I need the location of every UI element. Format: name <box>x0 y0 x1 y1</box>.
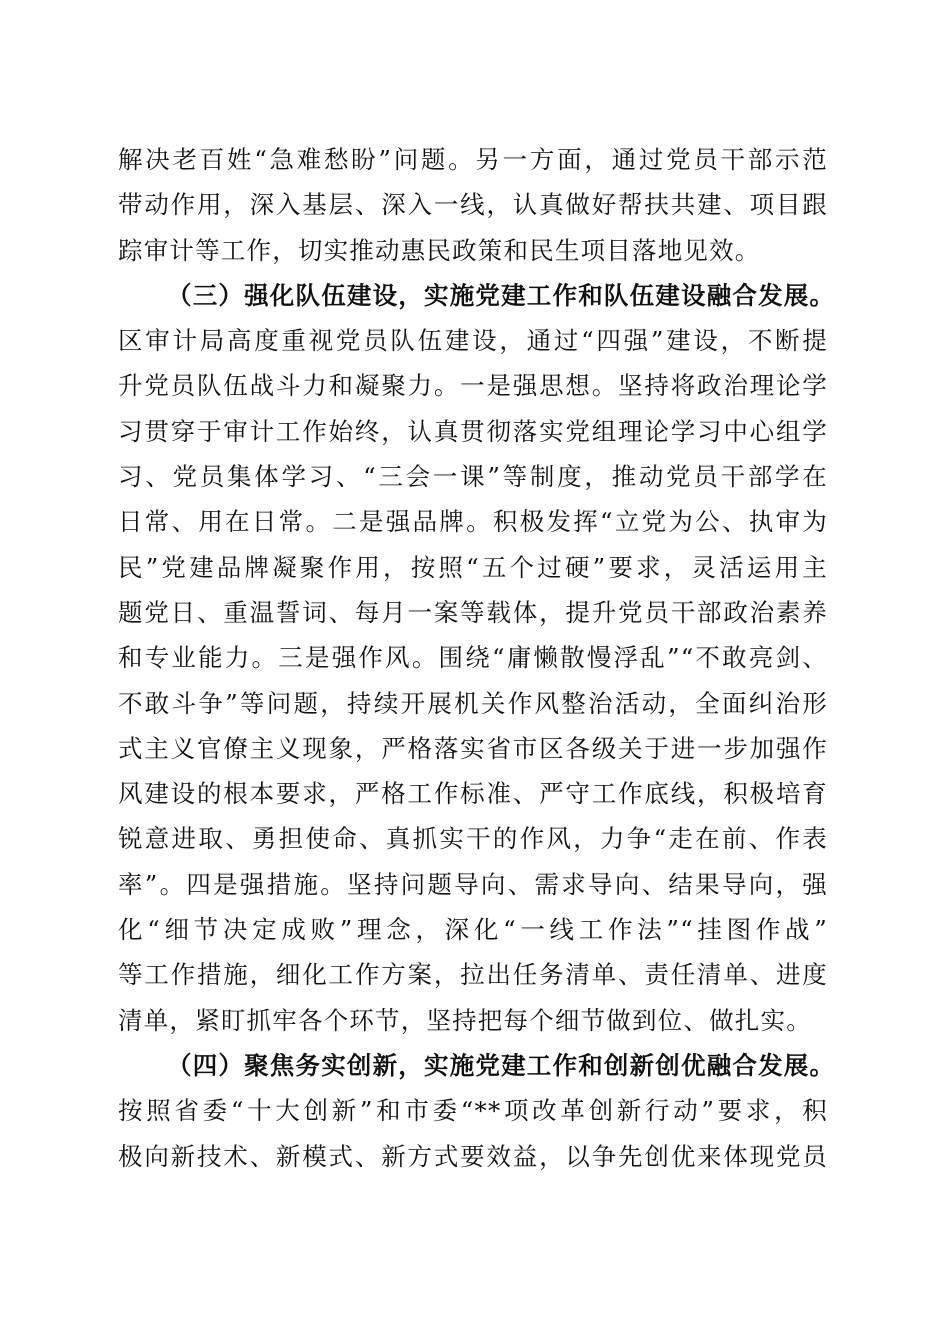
section-heading-4: （四）聚焦务实创新，实施党建工作和创新创优融合发展。 <box>167 1050 836 1080</box>
body-line: 等工作措施，细化工作方案，拉出任务清单、责任清单、进度 <box>118 960 828 990</box>
body-line: 区审计局高度重视党员队伍建设，通过“四强”建设，不断提 <box>118 326 828 356</box>
body-line: 不敢斗争”等问题，持续开展机关作风整治活动，全面纠治形 <box>118 688 828 718</box>
body-line: 锐意进取、勇担使命、真抓实干的作风，力争“走在前、作表 <box>118 824 828 854</box>
body-line: 式主义官僚主义现象，严格落实省市区各级关于进一步加强作 <box>118 733 828 763</box>
body-line: 清单，紧盯抓牢各个环节，坚持把每个细节做到位、做扎实。 <box>118 1005 812 1035</box>
body-line: 风建设的根本要求，严格工作标准、严守工作底线，积极培育 <box>118 779 828 809</box>
body-line: 踪审计等工作，切实推动惠民政策和民生项目落地见效。 <box>118 235 761 265</box>
body-line: 民”党建品牌凝聚作用，按照“五个过硬”要求，灵活运用主 <box>118 552 828 582</box>
body-line: 题党日、重温誓词、每月一案等载体，提升党员干部政治素养 <box>118 597 828 627</box>
body-line: 极向新技术、新模式、新方式要效益，以争先创优来体现党员 <box>118 1141 828 1171</box>
document-body <box>118 137 836 1179</box>
body-line: 升党员队伍战斗力和凝聚力。一是强思想。坚持将政治理论学 <box>118 371 828 401</box>
body-line: 按照省委“十大创新”和市委“**项改革创新行动”要求，积 <box>118 1096 828 1126</box>
body-line: 日常、用在日常。二是强品牌。积极发挥“立党为公、执审为 <box>118 507 828 537</box>
section-heading-3: （三）强化队伍建设，实施党建工作和队伍建设融合发展。 <box>167 280 836 310</box>
body-line: 率”。四是强措施。坚持问题导向、需求导向、结果导向，强 <box>118 869 828 899</box>
body-line: 化“细节决定成败”理念，深化“一线工作法”“挂图作战” <box>118 915 828 945</box>
body-line: 习、党员集体学习、“三会一课”等制度，推动党员干部学在 <box>118 462 828 492</box>
body-line: 和专业能力。三是强作风。围绕“庸懒散慢浮乱”“不敢亮剑、 <box>118 643 828 673</box>
body-line: 带动作用，深入基层、深入一线，认真做好帮扶共建、项目跟 <box>118 190 828 220</box>
body-line: 解决老百姓“急难愁盼”问题。另一方面，通过党员干部示范 <box>118 145 828 174</box>
body-line: 习贯穿于审计工作始终，认真贯彻落实党组理论学习中心组学 <box>118 416 828 446</box>
